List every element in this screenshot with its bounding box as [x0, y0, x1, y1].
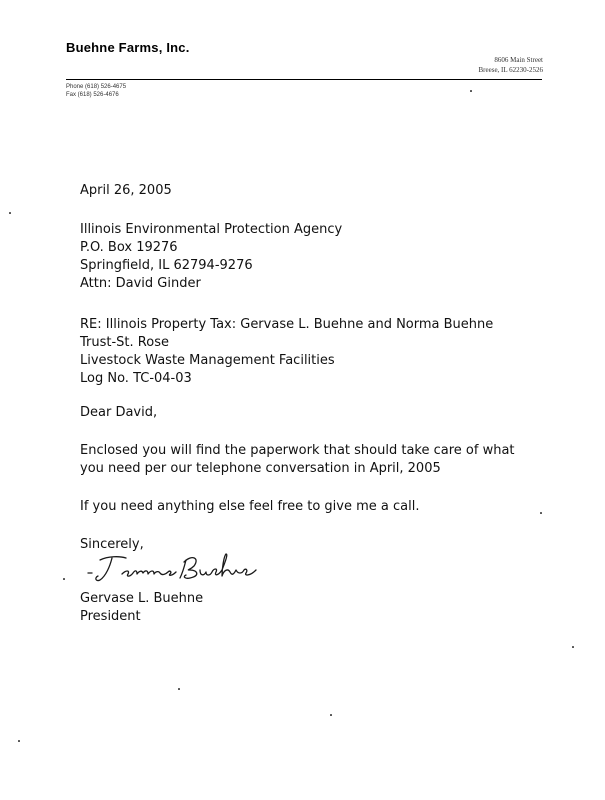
scan-speck: [540, 512, 542, 514]
scan-speck: [63, 578, 65, 580]
body-paragraph-1: [80, 442, 515, 478]
address-line-1: 8606 Main Street: [494, 56, 543, 64]
recipient-city: Springfield, IL 62794-9276: [80, 258, 253, 273]
salutation: Dear David,: [80, 405, 158, 420]
recipient-block: [80, 221, 342, 293]
address-line-2: Breese, IL 62230-2526: [478, 66, 543, 74]
closing: Sincerely,: [80, 537, 144, 552]
phone-number: Phone (618) 526-4675: [66, 84, 127, 90]
re-line-1: RE: Illinois Property Tax: Gervase L. Buehne and Norma Buehne: [80, 317, 494, 332]
body-paragraph-2: If you need anything else feel free to give me a call.: [80, 499, 420, 514]
letterhead-address: [479, 55, 543, 75]
recipient-box: P.O. Box 19276: [80, 240, 178, 255]
handwritten-signature: [86, 540, 296, 590]
scan-speck: [330, 714, 332, 716]
recipient-attn: Attn: David Ginder: [80, 276, 201, 291]
signer-block: [80, 590, 203, 626]
scan-speck: [470, 90, 472, 92]
re-block: [80, 316, 493, 388]
fax-number: Fax (618) 526-4676: [66, 92, 119, 98]
letterhead-contact: [66, 83, 126, 99]
scan-speck: [572, 646, 574, 648]
signer-title: President: [80, 609, 141, 624]
letter-date: April 26, 2005: [80, 183, 172, 198]
company-name: Buehne Farms, Inc.: [66, 40, 190, 55]
recipient-org: Illinois Environmental Protection Agency: [80, 222, 343, 237]
re-line-4: Log No. TC-04-03: [80, 371, 192, 386]
re-line-2: Trust-St. Rose: [80, 335, 169, 350]
scan-speck: [18, 740, 20, 742]
body-p1-line-2: you need per our telephone conversation in April, 2005: [80, 461, 441, 476]
signer-name: Gervase L. Buehne: [80, 591, 204, 606]
scan-speck: [178, 688, 180, 690]
scan-speck: [9, 212, 11, 214]
re-line-3: Livestock Waste Management Facilities: [80, 353, 335, 368]
letterhead-rule: [66, 79, 542, 80]
body-p1-line-1: Enclosed you will find the paperwork that should take care of what: [80, 443, 515, 458]
